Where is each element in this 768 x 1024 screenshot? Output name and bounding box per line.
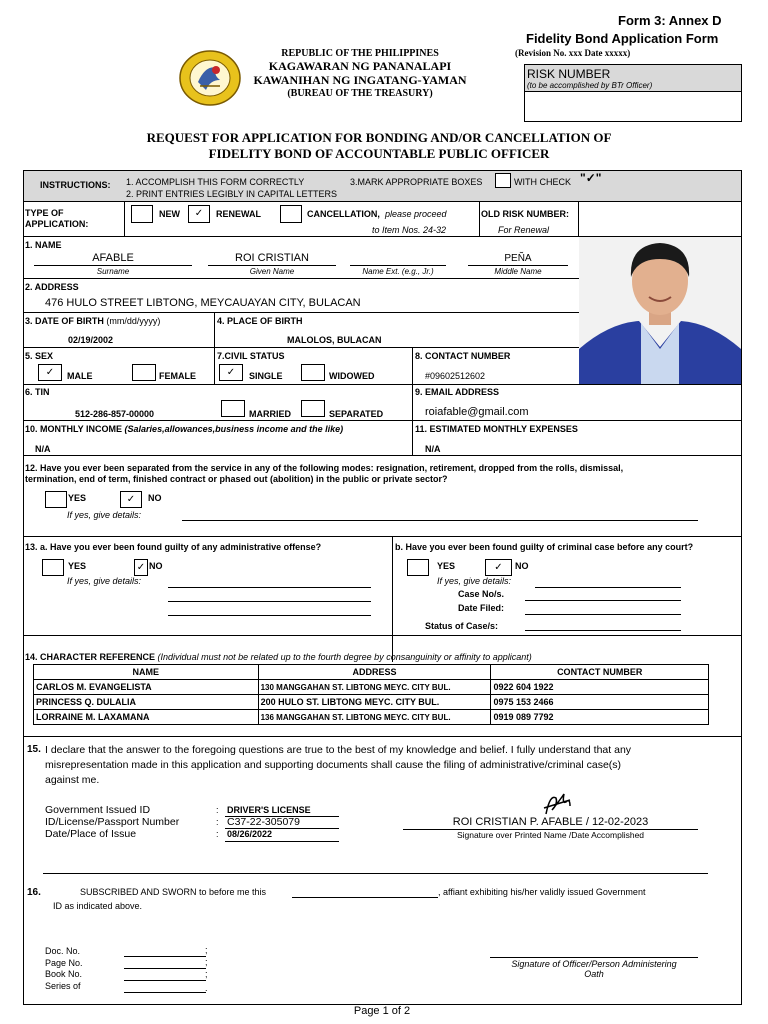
form-number: Form 3: Annex D xyxy=(618,13,722,28)
gov-id-value: DRIVER'S LICENSE xyxy=(227,805,311,815)
q15-line2: misrepresentation made in this application and supporting documents shall cause the filing of administrative/criminal case(s) xyxy=(45,759,622,771)
q12-no-checkbox[interactable]: ✓ xyxy=(120,491,142,508)
q15-line3: against me. xyxy=(45,774,100,786)
separated-checkbox[interactable] xyxy=(301,400,325,417)
new-label: NEW xyxy=(159,209,180,219)
female-label: FEMALE xyxy=(159,371,196,381)
q14-note: (Individual must not be related up to the fourth degree by consanguinity or affinity to applicant) xyxy=(157,652,532,662)
q13b-question: b. Have you ever been found guilty of criminal case before any court? xyxy=(395,542,694,552)
given-name-value: ROI CRISTIAN xyxy=(235,252,309,264)
date-place-label: Date/Place of Issue xyxy=(45,828,137,840)
doc-no-label: Doc. No. xyxy=(45,946,81,956)
risk-number-note: (to be accomplished by BTr Officer) xyxy=(527,81,653,90)
cancellation-note: please proceed xyxy=(385,209,447,219)
renewal-checkbox[interactable]: ✓ xyxy=(188,205,210,223)
q13a-question: 13. a. Have you ever been found guilty of any administrative offense? xyxy=(25,542,322,552)
q12-line2: termination, end of term, finished contract or phased out (abolition) in the public or private sector? xyxy=(25,474,448,484)
name-ext-caption: Name Ext. (e.g., Jr.) xyxy=(362,267,434,276)
instruction-3: 3.MARK APPROPRIATE BOXES xyxy=(350,177,483,187)
q16-line1a: SUBSCRIBED AND SWORN to before me this xyxy=(80,887,267,897)
id-number-value: C37-22-305079 xyxy=(227,816,300,828)
q13b-details-label: If yes, give details: xyxy=(437,576,512,586)
bureau-seal xyxy=(178,50,242,106)
q13b-status-label: Status of Case/s: xyxy=(425,621,499,631)
doc-no-semicolon: ; xyxy=(205,945,208,955)
dob-value: 02/19/2002 xyxy=(68,335,114,345)
income-label-text: 10. MONTHLY INCOME xyxy=(25,424,123,434)
kagawaran-label: KAGAWARAN NG PANANALAPI xyxy=(268,59,452,73)
table-header-name: NAME xyxy=(34,665,259,680)
table-row xyxy=(34,680,709,695)
ref-name-cell: LORRAINE M. LAXAMANA xyxy=(34,710,259,725)
q13b-yes-checkbox[interactable] xyxy=(407,559,429,576)
renewal-label: RENEWAL xyxy=(216,209,261,219)
q12-no-label: NO xyxy=(148,493,162,503)
bureau-label: (BUREAU OF THE TREASURY) xyxy=(287,88,433,99)
ref-contact-cell: 0975 153 2466 xyxy=(491,695,709,710)
gov-id-colon: : xyxy=(216,805,219,815)
with-check-label: WITH CHECK xyxy=(514,177,571,187)
table-row xyxy=(34,695,709,710)
widowed-checkbox[interactable] xyxy=(301,364,325,381)
income-value: N/A xyxy=(35,444,51,454)
id-number-label: ID/License/Passport Number xyxy=(45,816,180,828)
expenses-value: N/A xyxy=(425,444,441,454)
table-header-row xyxy=(34,665,709,680)
risk-number-box xyxy=(524,64,742,122)
surname-caption: Surname xyxy=(96,267,130,276)
q13b-date-filed-label: Date Filed: xyxy=(458,603,505,613)
q13a-no-label: NO xyxy=(149,561,163,571)
q14-label xyxy=(25,652,532,662)
q13b-yes-label: YES xyxy=(437,561,456,571)
ref-contact-cell: 0922 604 1922 xyxy=(491,680,709,695)
contact-value: #09602512602 xyxy=(425,371,486,381)
page-number: Page 1 of 2 xyxy=(353,1005,411,1017)
q13b-no-checkbox[interactable]: ✓ xyxy=(485,559,512,576)
married-label: MARRIED xyxy=(249,409,291,419)
q16-line2: ID as indicated above. xyxy=(53,901,143,911)
male-checkbox[interactable]: ✓ xyxy=(38,364,62,381)
income-note: (Salaries,allowances,business income and the like) xyxy=(124,424,344,434)
signature-caption: Signature over Printed Name /Date Accomplished xyxy=(456,830,645,840)
civil-status-label: 7.CIVIL STATUS xyxy=(217,351,285,361)
q15-line1: I declare that the answer to the foregoing questions are true to the best of my knowledge and belief. I fully understand that any xyxy=(45,744,632,756)
cancellation-checkbox[interactable] xyxy=(280,205,302,223)
instruction-1: 1. ACCOMPLISH THIS FORM CORRECTLY xyxy=(126,177,305,187)
q12-yes-checkbox[interactable] xyxy=(45,491,67,508)
ref-address-cell: 200 HULO ST. LIBTONG MEYC. CITY BUL. xyxy=(258,695,491,710)
q12-line1: 12. Have you ever been separated from the service in any of the following modes: resignation, retirement, dropped from the rolls, dismissal, xyxy=(25,463,624,473)
title-line2: FIDELITY BOND OF ACCOUNTABLE PUBLIC OFFICER xyxy=(208,146,550,161)
q13a-details-label: If yes, give details: xyxy=(67,576,142,586)
email-value: roiafable@gmail.com xyxy=(425,406,529,418)
new-checkbox[interactable] xyxy=(131,205,153,223)
widowed-label: WIDOWED xyxy=(329,371,375,381)
table-header-contact: CONTACT NUMBER xyxy=(491,665,709,680)
ref-contact-cell: 0919 089 7792 xyxy=(491,710,709,725)
middle-name-caption: Middle Name xyxy=(494,267,542,276)
ref-address-cell: 130 MANGGAHAN ST. LIBTONG MEYC. CITY BUL. xyxy=(258,680,491,695)
single-checkbox[interactable]: ✓ xyxy=(219,364,243,381)
q13a-no-checkbox[interactable]: ✓ xyxy=(134,559,148,576)
title-line1: REQUEST FOR APPLICATION FOR BONDING AND/OR CANCELLATION OF xyxy=(146,130,612,145)
female-checkbox[interactable] xyxy=(132,364,156,381)
q14-label-text: 14. CHARACTER REFERENCE xyxy=(25,652,156,662)
type-label-1: TYPE OF xyxy=(25,208,64,218)
for-renewal-note: For Renewal xyxy=(498,225,550,235)
character-reference-table xyxy=(33,664,709,725)
dob-label-text: 3. DATE OF BIRTH xyxy=(25,316,104,326)
q13a-yes-checkbox[interactable] xyxy=(42,559,64,576)
dob-format: (mm/dd/yyyy) xyxy=(106,316,161,326)
republic-label: REPUBLIC OF THE PHILIPPINES xyxy=(281,48,439,59)
address-value: 476 HULO STREET LIBTONG, MEYCAUAYAN CITY, BULACAN xyxy=(45,297,361,309)
check-glyph: "✓" xyxy=(580,171,602,185)
tin-label: 6. TIN xyxy=(25,387,50,397)
q16-line1b: , affiant exhibiting his/her validly issued Government xyxy=(438,887,646,897)
book-no-label: Book No. xyxy=(45,969,83,979)
male-label: MALE xyxy=(67,371,93,381)
ref-address-cell: 136 MANGGAHAN ST. LIBTONG MEYC. CITY BUL. xyxy=(258,710,491,725)
middle-name-value: PEÑA xyxy=(504,253,532,264)
type-label-2: APPLICATION: xyxy=(25,219,89,229)
officer-signature-caption-2: Oath xyxy=(584,969,604,979)
q16-number: 16. xyxy=(27,887,41,898)
tin-value: 512-286-857-00000 xyxy=(75,409,155,419)
sex-label: 5. SEX xyxy=(25,351,54,361)
table-row xyxy=(34,710,709,725)
series-dot: . xyxy=(205,983,208,993)
cancellation-note-2: to Item Nos. 24-32 xyxy=(372,225,447,235)
address-label: 2. ADDRESS xyxy=(25,282,79,292)
form-title: Fidelity Bond Application Form xyxy=(526,31,719,46)
q15-number: 15. xyxy=(27,744,41,755)
separated-label: SEPARATED xyxy=(329,409,384,419)
kawanihan-label: KAWANIHAN NG INGATANG-YAMAN xyxy=(253,73,467,87)
email-label: 9. EMAIL ADDRESS xyxy=(415,387,500,397)
dob-label xyxy=(25,316,160,326)
risk-number-label: RISK NUMBER xyxy=(527,67,611,81)
q12-details-label: If yes, give details: xyxy=(67,510,142,520)
sample-checkbox xyxy=(495,173,511,188)
instructions-label: INSTRUCTIONS: xyxy=(40,180,111,190)
page-no-label: Page No. xyxy=(45,958,83,968)
q13b-no-label: NO xyxy=(515,561,529,571)
pob-label: 4. PLACE OF BIRTH xyxy=(217,316,303,326)
expenses-label: 11. ESTIMATED MONTHLY EXPENSES xyxy=(415,424,578,434)
contact-label: 8. CONTACT NUMBER xyxy=(415,351,511,361)
gov-id-label: Government Issued ID xyxy=(45,804,151,816)
married-checkbox[interactable] xyxy=(221,400,245,417)
date-place-colon: : xyxy=(216,829,219,839)
name-label: 1. NAME xyxy=(25,240,62,250)
officer-signature-caption: Signature of Officer/Person Administering xyxy=(511,959,677,969)
pob-value: MALOLOS, BULACAN xyxy=(287,335,382,345)
date-place-value: 08/26/2022 xyxy=(227,829,273,839)
book-no-semicolon: ; xyxy=(205,969,208,979)
table-header-address: ADDRESS xyxy=(258,665,491,680)
ref-name-cell: CARLOS M. EVANGELISTA xyxy=(34,680,259,695)
q13a-yes-label: YES xyxy=(68,561,87,571)
q12-yes-label: YES xyxy=(68,493,87,503)
series-label: Series of xyxy=(45,981,81,991)
q13b-case-label: Case No/s. xyxy=(458,589,505,599)
signature-printed-name: ROI CRISTIAN P. AFABLE / 12-02-2023 xyxy=(452,816,649,828)
revision-note: (Revision No. xxx Date xxxxx) xyxy=(515,48,631,58)
page-no-semicolon: ; xyxy=(205,957,208,967)
surname-value: AFABLE xyxy=(92,252,134,264)
cancellation-label: CANCELLATION, xyxy=(307,209,380,219)
old-risk-label: OLD RISK NUMBER: xyxy=(481,209,569,219)
income-label xyxy=(25,424,343,434)
instruction-2: 2. PRINT ENTRIES LEGIBLY IN CAPITAL LETTERS xyxy=(126,189,338,199)
id-number-colon: : xyxy=(216,817,219,827)
ref-name-cell: PRINCESS Q. DULALIA xyxy=(34,695,259,710)
single-label: SINGLE xyxy=(249,371,283,381)
applicant-photo xyxy=(579,237,741,384)
given-name-caption: Given Name xyxy=(249,267,295,276)
